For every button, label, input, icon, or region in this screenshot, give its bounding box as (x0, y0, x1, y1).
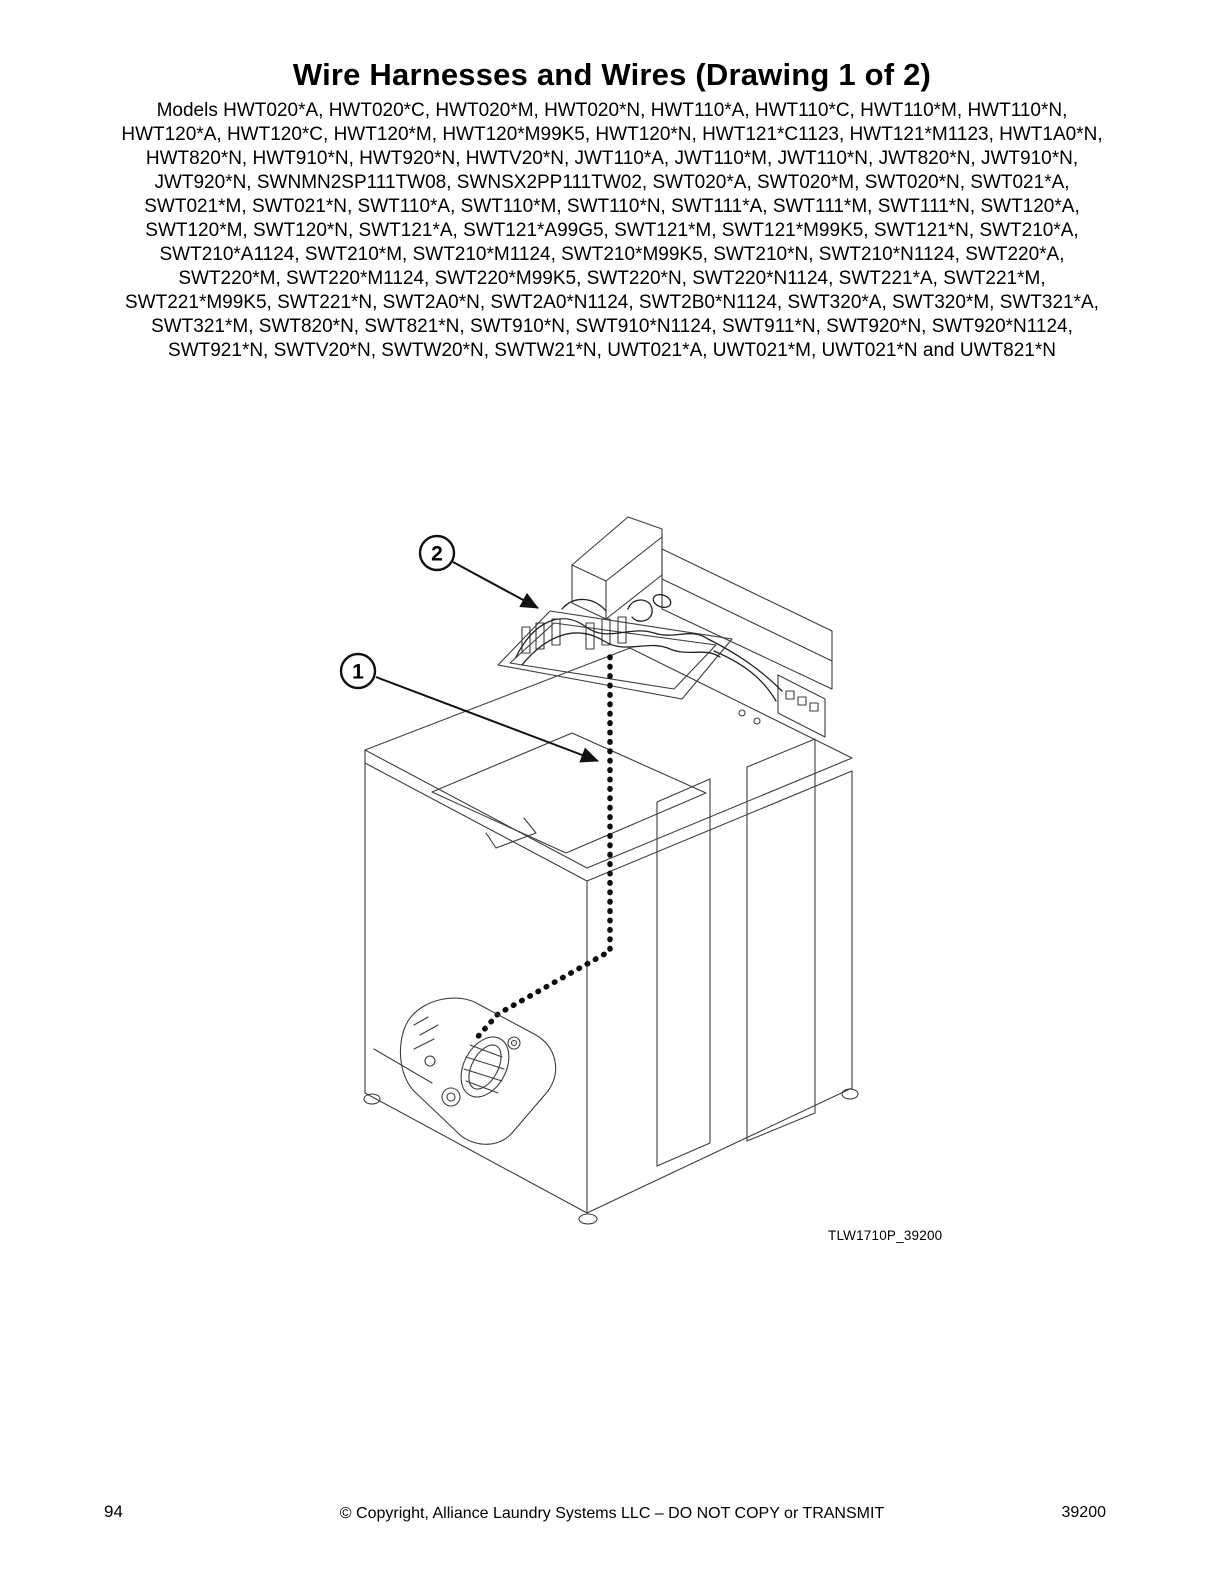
drawing-id-label: TLW1710P_39200 (828, 1228, 943, 1243)
console-assembly (498, 517, 832, 737)
washer-wiring-diagram (310, 505, 950, 1285)
copyright-notice: © Copyright, Alliance Laundry Systems LLC – DO NOT COPY or TRANSMIT (339, 1505, 885, 1522)
page-title: Wire Harnesses and Wires (Drawing 1 of 2) (292, 57, 932, 92)
motor-assembly (400, 998, 555, 1144)
models-list: Models HWT020*A, HWT020*C, HWT020*M, HWT020*N, HWT110*A, HWT110*C, HWT110*M, HWT110*N, HWT120*A, HWT120*C, HWT120*M, HWT120*M99K5, HWT120*N, HWT121*C1123, HWT121*M1123, HWT1A0*N, HWT820*N, HWT910*N, HWT920*N, HWTV20*N, JWT110*A, JWT110*M, JWT110*N, JWT820*N, JWT910*N, JWT920*N, SWNMN2SP111TW08, SWNSX2PP111TW02, SWT020*A, SWT020*M, SWT020*N, SWT021*A, SWT021*M, SWT021*N, SWT110*A, SWT110*M, SWT110*N, SWT111*A, SWT111*M, SWT111*N, SWT120*A, SWT120*M, SWT120*N, SWT121*A, SWT121*A99G5, SWT121*M, SWT121*M99K5, SWT121*N, SWT210*A, SWT210*A1124, SWT210*M, SWT210*M1124, SWT210*M99K5, SWT210*N, SWT210*N1124, SWT220*A, SWT220*M, SWT220*M1124, SWT220*M99K5, SWT220*N, SWT220*N1124, SWT221*A, SWT221*M, SWT221*M99K5, SWT221*N, SWT2A0*N, SWT2A0*N1124, SWT2B0*N1124, SWT320*A, SWT320*M, SWT321*A, SWT321*M, SWT820*N, SWT821*N, SWT910*N, SWT910*N1124, SWT911*N, SWT920*N, SWT920*N1124, SWT921*N, SWTV20*N, SWTW20*N, SWTW21*N, UWT021*A, UWT021*M, UWT021*N and UWT821*N (121, 100, 1103, 361)
callout-1-number: 1 (352, 660, 364, 684)
page-number: 94 (104, 1502, 123, 1521)
washer-diagram-svg (310, 505, 950, 1285)
document-number: 39200 (1061, 1504, 1106, 1521)
dashed-harness-route (474, 657, 610, 1041)
callout-2-number: 2 (431, 542, 443, 566)
callout-2-arrow (453, 562, 538, 608)
callout-1-arrow (376, 677, 598, 761)
callouts (341, 536, 598, 761)
